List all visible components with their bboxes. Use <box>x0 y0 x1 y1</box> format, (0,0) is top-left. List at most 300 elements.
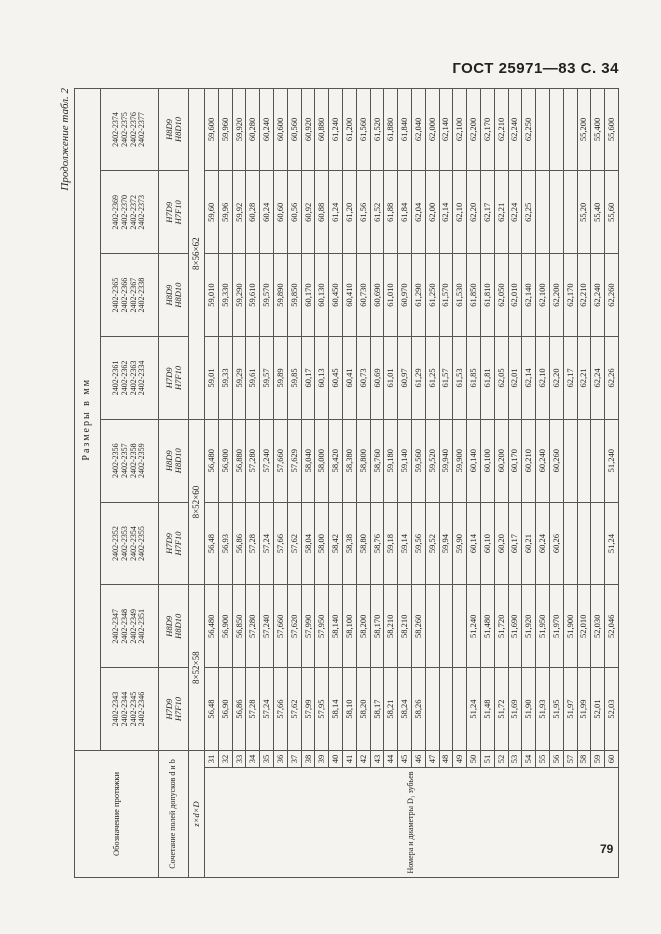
diameter-cell: 62,00 <box>425 171 439 254</box>
diameter-cell: 62,20 <box>467 171 481 254</box>
diameter-cell: 59,61 <box>246 337 260 420</box>
table-row <box>536 88 550 877</box>
diameter-cell: 60,14 <box>467 502 481 585</box>
diameter-cell: 56,880 <box>232 419 246 502</box>
tooth-number: 33 <box>232 750 246 767</box>
table-row <box>260 88 274 877</box>
diameter-cell: 51,24 <box>605 502 619 585</box>
tooth-number: 44 <box>384 750 398 767</box>
diameter-cell: 61,850 <box>467 254 481 337</box>
diameter-cell: 58,17 <box>370 668 384 751</box>
tooth-number: 42 <box>356 750 370 767</box>
diameter-cell: 62,10 <box>536 337 550 420</box>
diameter-cell: 57,28 <box>246 502 260 585</box>
diameter-cell: 58,260 <box>411 585 425 668</box>
table-row <box>398 88 412 877</box>
diameter-cell: 56,48 <box>205 502 219 585</box>
tolerance-cell <box>159 585 189 668</box>
designation-code: 2402-2353 <box>119 526 129 561</box>
diameter-cell: 60,450 <box>329 254 343 337</box>
diameter-cell: 58,170 <box>370 585 384 668</box>
diameter-cell: 60,410 <box>342 254 356 337</box>
diameter-cell: 60,920 <box>301 88 315 171</box>
tolerance-line: H7F10 <box>172 697 183 722</box>
diameter-cell <box>453 668 467 751</box>
diameter-cell: 60,210 <box>522 419 536 502</box>
diameter-cell: 61,25 <box>425 337 439 420</box>
designation-code: 2402-2372 <box>128 194 138 230</box>
diameter-cell <box>577 419 591 502</box>
tolerance-cell <box>159 668 189 751</box>
diameter-cell: 59,01 <box>205 337 219 420</box>
designation-code: 2402-2363 <box>128 360 138 396</box>
diameter-cell: 59,140 <box>398 419 412 502</box>
diameter-cell: 57,24 <box>260 502 274 585</box>
diameter-cell: 57,660 <box>273 419 287 502</box>
diameter-cell: 62,26 <box>605 337 619 420</box>
diameter-cell: 58,76 <box>370 502 384 585</box>
diameter-cell: 62,14 <box>522 337 536 420</box>
diameter-cell: 60,24 <box>536 502 550 585</box>
designation-cell <box>101 585 159 668</box>
diameter-cell: 59,89 <box>273 337 287 420</box>
tooth-number: 56 <box>549 750 563 767</box>
diameter-cell: 51,48 <box>480 668 494 751</box>
diameter-cell: 57,24 <box>260 668 274 751</box>
designation-code: 2402-2374 <box>110 112 120 147</box>
diameter-cell: 57,280 <box>246 585 260 668</box>
diameter-cell: 61,240 <box>329 88 343 171</box>
diameter-cell: 62,04 <box>411 171 425 254</box>
designation-code: 2402-2367 <box>128 277 138 313</box>
diameter-cell: 57,99 <box>301 668 315 751</box>
designation-code: 2402-2351 <box>137 608 147 644</box>
tolerance-line: H8D9 <box>163 284 174 306</box>
table-row <box>218 88 232 877</box>
table-row <box>232 88 246 877</box>
diameter-cell: 59,520 <box>425 419 439 502</box>
designation-cell <box>101 254 159 337</box>
diameter-cell: 62,240 <box>508 88 522 171</box>
tolerance-line: H8D9 <box>163 450 174 472</box>
tolerance-cell <box>159 171 189 254</box>
diameter-cell: 62,140 <box>522 254 536 337</box>
diameter-cell: 62,24 <box>508 171 522 254</box>
table-row <box>411 88 425 877</box>
diameter-cell: 62,000 <box>425 88 439 171</box>
diameter-cell: 62,210 <box>494 88 508 171</box>
diameter-cell <box>577 502 591 585</box>
table-row <box>384 88 398 877</box>
diameter-cell <box>549 171 563 254</box>
designation-code: 2402-2366 <box>119 277 129 313</box>
designation-code: 2402-2347 <box>110 608 120 644</box>
diameter-cell: 59,29 <box>232 337 246 420</box>
diameter-cell: 56,90 <box>218 668 232 751</box>
tooth-number: 37 <box>287 750 301 767</box>
diameter-cell <box>425 668 439 751</box>
diameter-cell: 60,280 <box>246 88 260 171</box>
diameter-cell: 57,950 <box>315 585 329 668</box>
diameter-cell: 60,970 <box>398 254 412 337</box>
diameter-cell: 51,480 <box>480 585 494 668</box>
diameter-cell: 60,97 <box>398 337 412 420</box>
diameter-cell: 51,95 <box>549 668 563 751</box>
diameter-cell: 58,21 <box>384 668 398 751</box>
stub-label-designation: Обозначение протяжки <box>75 750 159 877</box>
diameter-cell: 57,62 <box>287 668 301 751</box>
diameter-cell: 60,17 <box>301 337 315 420</box>
designation-code: 2402-2369 <box>110 194 120 230</box>
diameter-cell <box>439 668 453 751</box>
tolerance-line: H7D9 <box>163 201 174 223</box>
tooth-number: 39 <box>315 750 329 767</box>
diameter-cell: 60,600 <box>273 88 287 171</box>
stub-label-tolerance: Сочетание полей допусков d и b <box>159 750 189 877</box>
group-size: 8×56×62 <box>189 88 205 419</box>
designation-code: 2402-2346 <box>137 691 147 727</box>
designation-code: 2402-2354 <box>128 526 138 561</box>
diameter-cell: 51,240 <box>467 585 481 668</box>
tooth-number: 51 <box>480 750 494 767</box>
table-row <box>605 88 619 877</box>
diameter-cell: 61,24 <box>329 171 343 254</box>
diameter-cell: 58,000 <box>315 419 329 502</box>
continued-caption: Продолжение табл. 2 <box>59 88 71 191</box>
diameter-cell: 61,010 <box>384 254 398 337</box>
designation-code: 2402-2349 <box>128 608 138 644</box>
diameter-cell: 62,05 <box>494 337 508 420</box>
diameter-cell: 58,140 <box>329 585 343 668</box>
tooth-number: 54 <box>522 750 536 767</box>
diameter-cell: 59,57 <box>260 337 274 420</box>
diameter-cell: 58,760 <box>370 419 384 502</box>
diameter-cell: 51,72 <box>494 668 508 751</box>
diameter-cell <box>536 171 550 254</box>
table-row <box>522 88 536 877</box>
diameter-cell: 55,40 <box>591 171 605 254</box>
diameter-cell <box>425 585 439 668</box>
tooth-number: 57 <box>563 750 577 767</box>
tolerance-cell <box>159 419 189 502</box>
diameter-cell: 59,560 <box>411 419 425 502</box>
diameter-cell: 52,03 <box>605 668 619 751</box>
diameter-cell: 60,13 <box>315 337 329 420</box>
diameter-cell: 55,600 <box>605 88 619 171</box>
diameter-cell: 59,610 <box>246 254 260 337</box>
designation-code: 2402-2356 <box>110 443 120 479</box>
diameter-cell: 60,56 <box>287 171 301 254</box>
diameter-cell: 61,880 <box>384 88 398 171</box>
diameter-cell: 62,10 <box>453 171 467 254</box>
diameter-cell: 59,52 <box>425 502 439 585</box>
table-row <box>205 88 219 877</box>
diameter-cell: 60,41 <box>342 337 356 420</box>
diameter-cell: 62,01 <box>508 337 522 420</box>
diameter-cell: 61,810 <box>480 254 494 337</box>
diameter-cell: 61,52 <box>370 171 384 254</box>
diameter-cell: 56,900 <box>218 419 232 502</box>
tolerance-line: H8D10 <box>172 448 183 474</box>
tolerance-line: H7F10 <box>172 531 183 556</box>
table-row <box>425 88 439 877</box>
tooth-number: 36 <box>273 750 287 767</box>
diameter-cell: 60,69 <box>370 337 384 420</box>
diameter-cell: 61,570 <box>439 254 453 337</box>
diameter-cell: 59,14 <box>398 502 412 585</box>
diameter-cell: 59,90 <box>453 502 467 585</box>
diameter-cell: 59,010 <box>205 254 219 337</box>
diameter-cell: 62,170 <box>480 88 494 171</box>
diameter-cell: 55,400 <box>591 88 605 171</box>
tooth-number: 53 <box>508 750 522 767</box>
diameter-cell: 57,280 <box>246 419 260 502</box>
diameter-cell: 61,520 <box>370 88 384 171</box>
designation-code: 2402-2373 <box>137 194 147 230</box>
diameter-cell: 62,200 <box>467 88 481 171</box>
diameter-cell: 58,210 <box>384 585 398 668</box>
tolerance-line: H8D9 <box>163 615 174 637</box>
diameter-cell <box>591 502 605 585</box>
tooth-number: 50 <box>467 750 481 767</box>
diameter-cell: 58,040 <box>301 419 315 502</box>
diameter-cell: 61,85 <box>467 337 481 420</box>
diameter-cell: 59,60 <box>205 171 219 254</box>
designation-code: 2402-2343 <box>110 691 120 727</box>
designation-cell <box>101 419 159 502</box>
diameter-cell: 62,040 <box>411 88 425 171</box>
header-row-tolerance <box>159 88 189 877</box>
tooth-number: 41 <box>342 750 356 767</box>
designation-code: 2402-2365 <box>110 277 120 313</box>
diameter-cell: 59,850 <box>287 254 301 337</box>
diameter-cell: 52,046 <box>605 585 619 668</box>
table-row <box>494 88 508 877</box>
tooth-number: 45 <box>398 750 412 767</box>
diameter-cell: 56,900 <box>218 585 232 668</box>
diameter-cell <box>536 88 550 171</box>
diameter-cell: 62,25 <box>522 171 536 254</box>
stub-side-label: Номера и диаметры D₁ зубьев <box>205 768 619 878</box>
diameter-cell: 60,45 <box>329 337 343 420</box>
diameter-cell: 62,170 <box>563 254 577 337</box>
diameter-cell: 57,620 <box>287 585 301 668</box>
diameter-cell: 57,28 <box>246 668 260 751</box>
designation-cell <box>101 668 159 751</box>
designation-code: 2402-2345 <box>128 691 138 727</box>
diameter-cell: 60,21 <box>522 502 536 585</box>
designation-code: 2402-2359 <box>137 443 147 479</box>
diameter-cell: 51,97 <box>563 668 577 751</box>
tooth-number: 46 <box>411 750 425 767</box>
diameter-cell: 58,38 <box>342 502 356 585</box>
diameter-cell: 59,18 <box>384 502 398 585</box>
diameter-cell: 51,99 <box>577 668 591 751</box>
diameter-cell: 59,56 <box>411 502 425 585</box>
diameter-cell: 56,480 <box>205 419 219 502</box>
diameter-cell: 59,180 <box>384 419 398 502</box>
tooth-number: 49 <box>453 750 467 767</box>
diameter-cell <box>563 502 577 585</box>
diameter-cell: 58,26 <box>411 668 425 751</box>
diameter-cell: 58,200 <box>356 585 370 668</box>
diameter-cell: 60,88 <box>315 171 329 254</box>
diameter-cell: 55,200 <box>577 88 591 171</box>
tolerance-line: H8D10 <box>172 116 183 142</box>
tooth-number: 52 <box>494 750 508 767</box>
diameter-cell: 51,90 <box>522 668 536 751</box>
table-row <box>370 88 384 877</box>
diameter-cell: 60,60 <box>273 171 287 254</box>
diameter-cell: 59,920 <box>232 88 246 171</box>
tolerance-line: H7D9 <box>163 533 174 554</box>
diameter-cell: 52,01 <box>591 668 605 751</box>
tolerance-line: H8D10 <box>172 282 183 308</box>
designation-code: 2402-2355 <box>137 526 147 561</box>
tolerance-cell <box>159 254 189 337</box>
tolerance-line: H8D10 <box>172 613 183 639</box>
tolerance-line: H7D9 <box>163 367 174 389</box>
diameter-cell: 58,420 <box>329 419 343 502</box>
sizes-title: Размеры в мм <box>75 88 101 750</box>
designation-cell <box>101 502 159 585</box>
table-row <box>563 88 577 877</box>
designation-code: 2402-2358 <box>128 443 138 479</box>
diameter-cell: 60,140 <box>467 419 481 502</box>
diameter-cell: 60,170 <box>508 419 522 502</box>
tolerance-line: H7F10 <box>172 365 183 390</box>
table-row <box>356 88 370 877</box>
diameter-cell: 59,900 <box>453 419 467 502</box>
diameter-cell: 56,850 <box>232 585 246 668</box>
diameter-cell: 61,01 <box>384 337 398 420</box>
tooth-number: 32 <box>218 750 232 767</box>
designation-code: 2402-2357 <box>119 443 129 479</box>
table-row <box>467 88 481 877</box>
table-row <box>342 88 356 877</box>
diameter-cell: 61,53 <box>453 337 467 420</box>
tolerance-cell <box>159 337 189 420</box>
diameter-cell: 61,88 <box>384 171 398 254</box>
diameter-cell: 62,050 <box>494 254 508 337</box>
tolerance-cell <box>159 502 189 585</box>
diameter-cell: 60,560 <box>287 88 301 171</box>
diameter-cell <box>563 419 577 502</box>
diameter-cell: 60,690 <box>370 254 384 337</box>
diameter-cell: 62,210 <box>577 254 591 337</box>
diameter-cell: 62,100 <box>453 88 467 171</box>
diameter-cell: 52,030 <box>591 585 605 668</box>
tooth-number: 58 <box>577 750 591 767</box>
table-row <box>273 88 287 877</box>
diameter-cell: 58,80 <box>356 502 370 585</box>
page-number: 79 <box>600 842 614 856</box>
diameter-cell: 59,570 <box>260 254 274 337</box>
designation-code: 2402-2338 <box>137 277 147 313</box>
tolerance-line: H7F10 <box>172 200 183 225</box>
diameter-cell: 61,840 <box>398 88 412 171</box>
tooth-number: 55 <box>536 750 550 767</box>
diameter-cell: 60,730 <box>356 254 370 337</box>
designation-code: 2402-2377 <box>137 112 147 147</box>
tooth-number: 35 <box>260 750 274 767</box>
diameter-cell: 57,66 <box>273 502 287 585</box>
diameter-cell: 58,210 <box>398 585 412 668</box>
diameter-cell: 60,24 <box>260 171 274 254</box>
diameter-cell: 58,14 <box>329 668 343 751</box>
diameter-cell: 58,800 <box>356 419 370 502</box>
table-row <box>329 88 343 877</box>
diameter-cell: 60,170 <box>301 254 315 337</box>
diameter-cell <box>549 88 563 171</box>
diameter-cell: 58,10 <box>342 668 356 751</box>
diameter-cell: 58,100 <box>342 585 356 668</box>
table-row <box>453 88 467 877</box>
tolerance-line: H8D9 <box>163 119 174 140</box>
diameter-cell: 59,290 <box>232 254 246 337</box>
designation-code: 2402-2375 <box>119 112 129 147</box>
diameter-cell: 62,100 <box>536 254 550 337</box>
diameter-cell: 60,26 <box>549 502 563 585</box>
diameter-cell: 60,130 <box>315 254 329 337</box>
diameter-cell: 60,20 <box>494 502 508 585</box>
tolerance-cell <box>159 88 189 171</box>
diameter-cell: 58,380 <box>342 419 356 502</box>
tooth-number: 47 <box>425 750 439 767</box>
table-row <box>508 88 522 877</box>
diameter-cell: 51,920 <box>522 585 536 668</box>
diameter-cell: 59,96 <box>218 171 232 254</box>
designation-cell <box>101 88 159 171</box>
header-row-sizes-zdD <box>189 88 205 877</box>
rotated-table-block <box>58 88 618 878</box>
diameter-cell: 60,73 <box>356 337 370 420</box>
tolerance-line: H7D9 <box>163 698 174 720</box>
designation-code: 2402-2352 <box>110 526 120 561</box>
diameter-cell: 61,250 <box>425 254 439 337</box>
designation-code: 2402-2370 <box>119 194 129 230</box>
diameter-cell: 55,20 <box>577 171 591 254</box>
diameter-cell: 60,92 <box>301 171 315 254</box>
diameter-cell: 60,240 <box>536 419 550 502</box>
tooth-number: 59 <box>591 750 605 767</box>
diameter-cell: 59,94 <box>439 502 453 585</box>
diameter-cell: 51,970 <box>549 585 563 668</box>
diameter-cell: 62,17 <box>480 171 494 254</box>
diameter-cell: 57,629 <box>287 419 301 502</box>
diameter-cell: 56,48 <box>205 668 219 751</box>
tooth-number: 38 <box>301 750 315 767</box>
diameter-cell: 59,33 <box>218 337 232 420</box>
diameter-cell: 62,250 <box>522 88 536 171</box>
diameter-cell: 60,200 <box>494 419 508 502</box>
designation-cell <box>101 171 159 254</box>
diameter-cell: 62,140 <box>439 88 453 171</box>
diameter-cell: 59,600 <box>205 88 219 171</box>
diameter-cell: 61,29 <box>411 337 425 420</box>
diameter-cell: 59,330 <box>218 254 232 337</box>
stub-label-zdD: z×d×D <box>189 750 205 877</box>
diameter-cell: 57,660 <box>273 585 287 668</box>
diameter-cell: 59,85 <box>287 337 301 420</box>
tooth-number: 31 <box>205 750 219 767</box>
diameter-cell: 60,17 <box>508 502 522 585</box>
diameter-cell: 61,20 <box>342 171 356 254</box>
table-row <box>480 88 494 877</box>
diameter-cell: 55,60 <box>605 171 619 254</box>
diameter-cell: 62,24 <box>591 337 605 420</box>
diameter-cell <box>563 88 577 171</box>
